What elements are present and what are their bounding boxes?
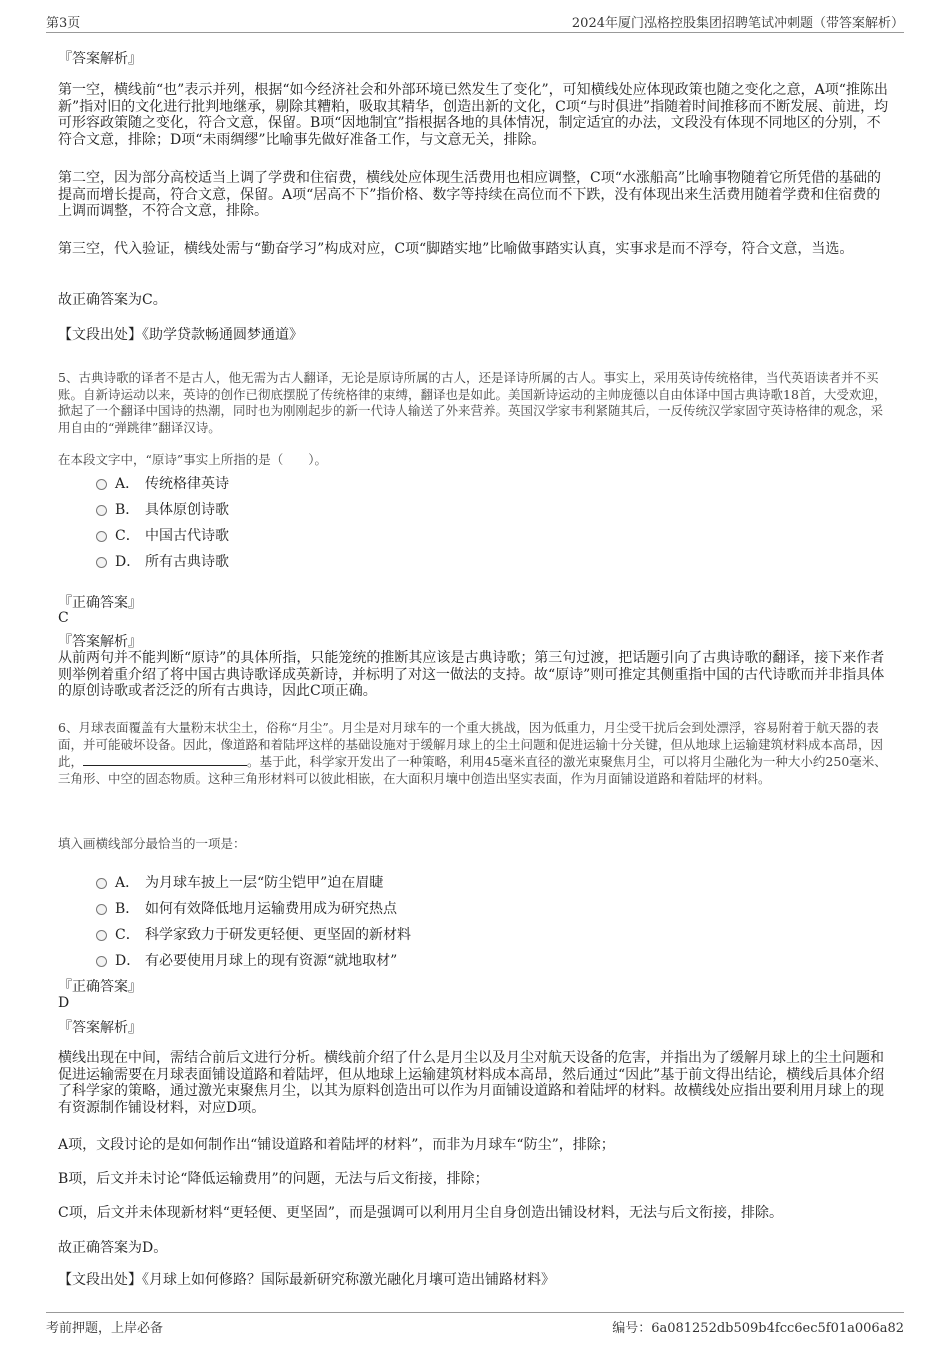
q5-option-c[interactable]: C． 中国古代诗歌 (96, 525, 229, 545)
page-footer (46, 1312, 904, 1335)
q6-option-c[interactable]: C． 科学家致力于研发更轻便、更坚固的新材料 (96, 924, 411, 944)
radio-icon[interactable] (96, 479, 107, 490)
q5-analysis: 从前两句并不能判断“原诗”的具体所指，只能笼统的推断其应该是古典诗歌；第三句过渡，把话题引向了古典诗歌的翻译，接下来作者则举例着重介绍了将中国古典诗歌译成英新诗，并标明了对这一做法的支持。故“原诗”则可推定其侧重指中国的古代诗歌而并非指具体的原创诗歌或者泛泛的所有古典诗，因此C项正确。 (58, 650, 885, 700)
radio-icon[interactable] (96, 505, 107, 516)
q6-option-d[interactable]: D． 有必要使用月球上的现有资源“就地取材” (96, 950, 397, 970)
q6-answer-label: 『正确答案』 (58, 979, 142, 995)
radio-icon[interactable] (96, 904, 107, 915)
document-code: 编号：6a081252db509b4fcc6ec5f01a006a82 (612, 1321, 904, 1336)
q6-analysis-p1: 横线出现在中间，需结合前后文进行分析。横线前介绍了什么是月尘以及月尘对航天设备的危害，并指出为了缓解月球上的尘土问题和促进运输需要在月球表面铺设道路和着陆坪，但从地球上运输建筑材料成本高昂，然后通过“因此”基于前文得出结论，横线后具体介绍了科学家的策略，通过激光束聚焦月尘，以其为原料创造出可以作为月面铺设道路和着陆坪的材料。故横线处应指出要利用月球上的现有资源制作铺设材料，对应D项。 (58, 1050, 885, 1116)
q5-answer: C (58, 610, 69, 626)
radio-icon[interactable] (96, 557, 107, 568)
q4-analysis-p1: 第一空，横线前“也”表示并列，根据“如今经济社会和外部环境已然发生了变化”，可知横线处应体现政策也随之变化之意，A项“推陈出新”指对旧的文化进行批判地继承，剔除其糟粕，吸取其精华，创造出新的文化，C项“与时俱进”指随着时间推移而不断发展、前进，均可形容政策随之变化，符合文意，保留。B项“因地制宜”指根据各地的具体情况，制定适宜的办法，文段没有体现不同地区的分别，不符合文意，排除；D项“未雨绸缪”比喻事先做好准备工作，与文意无关，排除。 (58, 82, 889, 148)
q6-answer: D (58, 995, 70, 1011)
radio-icon[interactable] (96, 956, 107, 967)
q4-analysis-p3: 第三空，代入验证，横线处需与“勤奋学习”构成对应，C项“脚踏实地”比喻做事踏实认真，实事求是而不浮夸，符合文意，当选。 (58, 241, 854, 257)
q5-option-a[interactable]: A． 传统格律英诗 (96, 473, 229, 493)
q6-option-b[interactable]: B． 如何有效降低地月运输费用成为研究热点 (96, 898, 397, 918)
q5-question: 在本段文字中，“原诗”事实上所指的是（ ）。 (58, 452, 328, 467)
radio-icon[interactable] (96, 531, 107, 542)
q4-analysis-label: 『答案解析』 (58, 51, 142, 67)
q6-option-a[interactable]: A． 为月球车披上一层“防尘铠甲”迫在眉睫 (96, 872, 383, 892)
q5-option-b[interactable]: B． 具体原创诗歌 (96, 499, 229, 519)
footer-slogan: 考前押题，上岸必备 (46, 1321, 164, 1336)
q4-analysis-p2: 第二空，因为部分高校适当上调了学费和住宿费，横线处应体现生活费用也相应调整，C项“水涨船高”比喻事物随着它所凭借的基础的提高而增长提高，符合文意，保留。A项“居高不下”指价格、数字等持续在高位而不下跌，没有体现出来生活费用随着学费和住宿费的上调而调整，不符合文意，排除。 (58, 170, 882, 220)
radio-icon[interactable] (96, 930, 107, 941)
q6-analysis-p3: B项，后文并未讨论“降低运输费用”的问题，无法与后文衔接，排除； (58, 1171, 489, 1187)
q5-answer-label: 『正确答案』 (58, 595, 142, 611)
q4-conclusion: 故正确答案为C。 (58, 292, 167, 308)
q4-source: 【文段出处】《助学贷款畅通圆梦通道》 (58, 327, 303, 343)
q5-analysis-label: 『答案解析』 (58, 634, 142, 650)
page-number: 第3页 (46, 16, 81, 31)
document-title: 2024年厦门泓格控股集团招聘笔试冲刺题（带答案解析） (571, 16, 904, 31)
q6-source: 【文段出处】《月球上如何修路？国际最新研究称激光融化月壤可造出铺路材料》 (58, 1272, 555, 1288)
page-header (46, 10, 904, 33)
q6-analysis-p2: A项，文段讨论的是如何制作出“铺设道路和着陆坪的材料”，而非为月球车“防尘”，排除； (58, 1137, 615, 1153)
q6-stem: 6、月球表面覆盖有大量粉末状尘土，俗称“月尘”。月尘是对月球车的一个重大挑战，因为低重力，月尘受干扰后会到处漂浮，容易附着于航天器的表面，并可能破坏设备。因此，像道路和着陆坪这样的基础设施对于缓解月球上的尘土问题和促进运输十分关键，但从地球上运输建筑材料成本高昂，因此， 。基于此，科学家开发出了一种策略，利用45毫米直径的激光束聚焦月尘，可以将月尘融化为一种大小约250毫米、三角形、中空的固态物质。这种三角形材料可以彼此相嵌，在大面积月壤中创造出坚实表面，作为月面铺设道路和着陆坪的材料。 (58, 720, 887, 786)
q6-conclusion: 故正确答案为D。 (58, 1240, 168, 1256)
q6-analysis-label: 『答案解析』 (58, 1020, 142, 1036)
q5-option-d[interactable]: D． 所有古典诗歌 (96, 551, 229, 571)
q5-stem: 5、古典诗歌的译者不是古人，他无需为古人翻译，无论是原诗所属的古人，还是译诗所属的古人。事实上，采用英诗传统格律，当代英语读者并不买账。自新诗运动以来，英诗的创作已彻底摆脱了传统格律的束缚，翻译也是如此。美国新诗运动的主帅庞德以自由体译中国古典诗歌18首，大受欢迎，掀起了一个翻译中国诗的热潮，同时也为刚刚起步的新一代诗人输送了外来营养。英国汉学家韦利紧随其后，一反传统汉学家固守英诗格律的观念，采用自由的“弹跳律”翻译汉诗。 (58, 370, 887, 435)
q6-question: 填入画横线部分最恰当的一项是： (58, 836, 246, 851)
q6-analysis-p4: C项，后文并未体现新材料“更轻便、更坚固”，而是强调可以利用月尘自身创造出铺设材料，无法与后文衔接，排除。 (58, 1205, 784, 1221)
answer-blank (83, 753, 247, 766)
radio-icon[interactable] (96, 878, 107, 889)
